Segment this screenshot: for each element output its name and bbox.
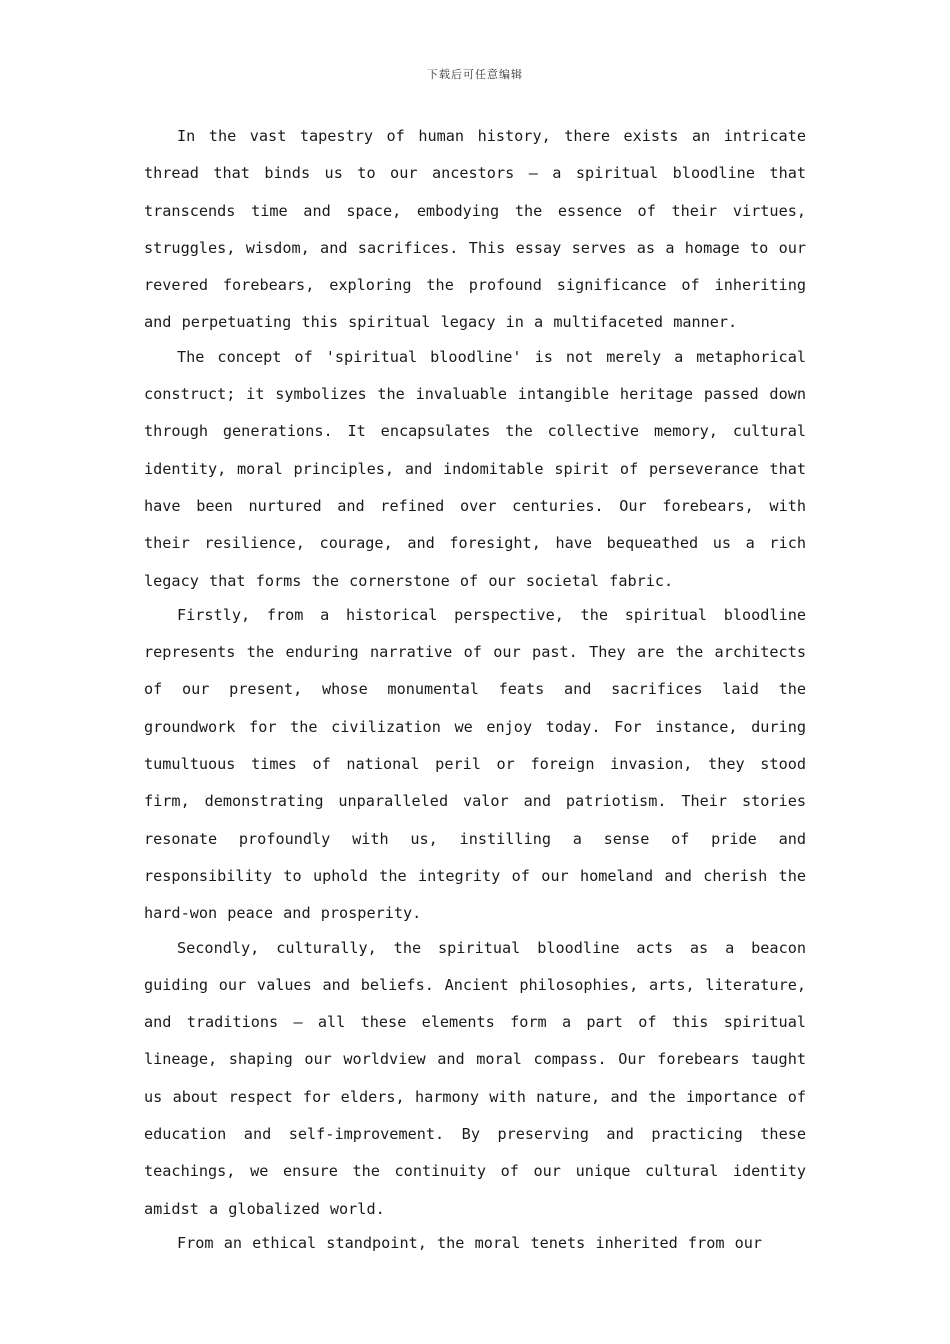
- paragraph-5: From an ethical standpoint, the moral tenets inherited from our: [177, 1233, 763, 1252]
- paragraph-2: The concept of 'spiritual bloodline' is not merely a metaphorical construct; it symbolizes the invaluable intangible heritage passed down through generations. It encapsulates the collective memory, cultural identity, moral principles, and indomitable spirit of perseverance that have been nurtured and refined over centuries. Our forebears, with their resilience, courage, and foresight, have bequeathed us a rich legacy that forms the cornerstone of our societal fabric.: [144, 347, 806, 590]
- paragraph-4: Secondly, culturally, the spiritual bloodline acts as a beacon guiding our values and beliefs. Ancient philosophies, arts, literature, and traditions – all these elements form a part of this spiritual lineage, shaping our worldview and moral compass. Our forebears taught us about respect for elders, harmony with nature, and the importance of education and self-improvement. By preserving and practicing these teachings, we ensure the continuity of our unique cultural identity amidst a globalized world.: [144, 938, 806, 1218]
- paragraph-1: In the vast tapestry of human history, there exists an intricate thread that binds us to our ancestors – a spiritual bloodline that transcends time and space, embodying the essence of their virtues, struggles, wisdom, and sacrifices. This essay serves as a homage to our revered forebears, exploring the profound significance of inheriting and perpetuating this spiritual legacy in a multifaceted manner.: [144, 127, 806, 332]
- page-header: 下载后可任意编辑: [427, 68, 523, 81]
- document-body: [144, 118, 806, 1259]
- paragraph-3: Firstly, from a historical perspective, the spiritual bloodline represents the enduring narrative of our past. They are the architects of our present, whose monumental feats and sacrifices laid the groundwork for the civilization we enjoy today. For instance, during tumultuous times of national peril or foreign invasion, they stood firm, demonstrating unparalleled valor and patriotism. Their stories resonate profoundly with us, instilling a sense of pride and responsibility to uphold the integrity of our homeland and cherish the hard-won peace and prosperity.: [144, 605, 806, 923]
